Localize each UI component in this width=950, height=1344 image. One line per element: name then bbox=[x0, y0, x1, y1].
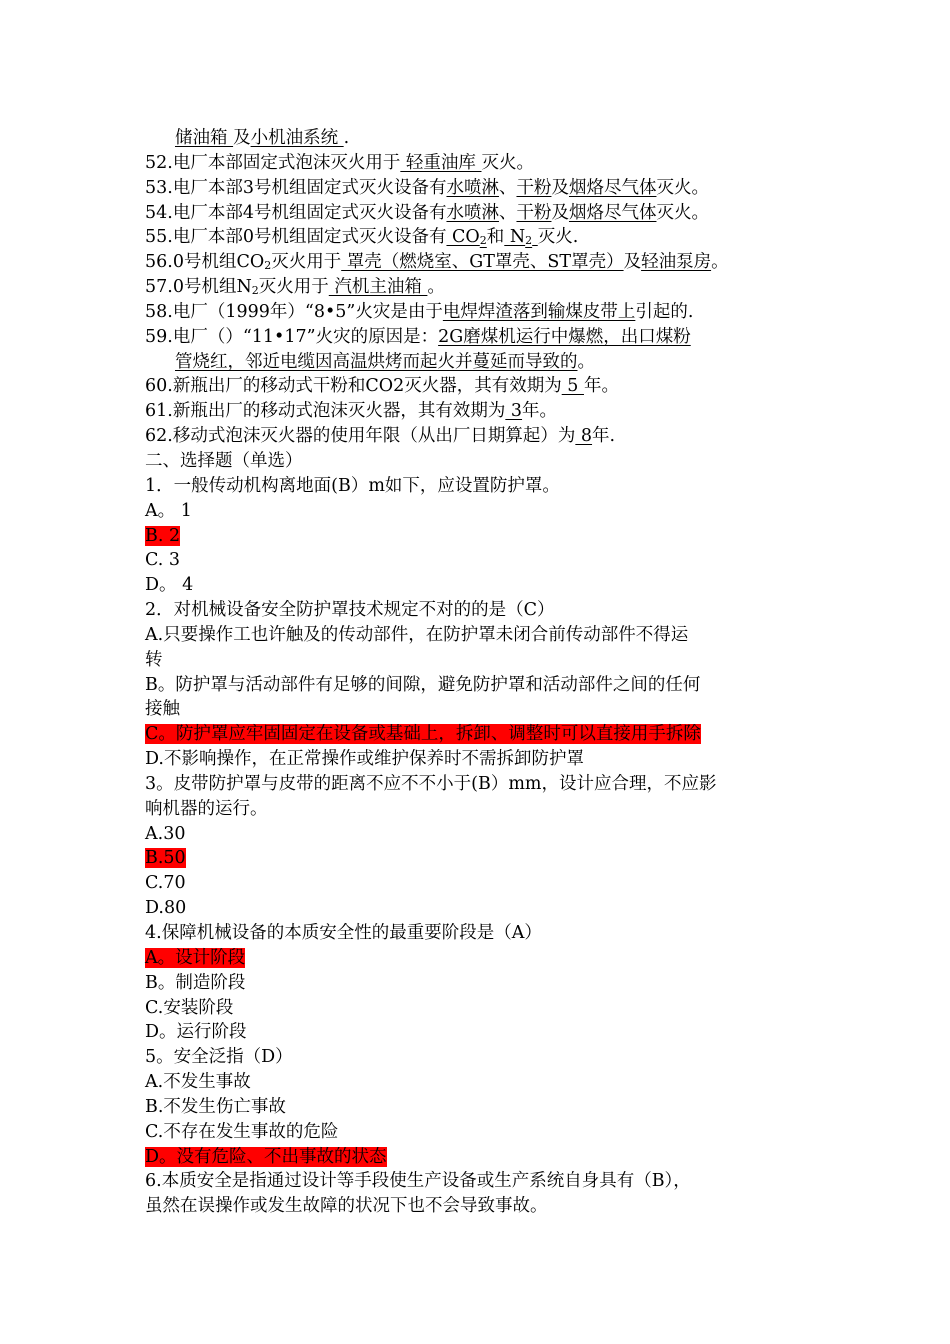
text-segment: 3。皮带防护罩与皮带的距离不应不不小于(B）mm，设计应合理，不应影 bbox=[145, 773, 717, 794]
text-line bbox=[145, 822, 825, 847]
text-segment: 59.电厂（）“11•17”火灾的原因是： bbox=[145, 326, 439, 347]
underlined-answer: 2G磨煤机运行中爆燃，出口煤粉 bbox=[438, 326, 691, 347]
text-line bbox=[145, 424, 825, 449]
text-segment: D.不影响操作，在正常操作或维护保养时不需拆卸防护罩 bbox=[145, 749, 584, 770]
text-line bbox=[145, 275, 825, 300]
text-line bbox=[145, 747, 825, 772]
text-line bbox=[145, 449, 825, 474]
text-segment: C.安装阶段 bbox=[145, 997, 234, 1018]
text-line bbox=[145, 598, 825, 623]
text-line bbox=[145, 176, 825, 201]
highlighted-answer: B. 2 bbox=[145, 525, 181, 546]
text-line bbox=[145, 623, 825, 648]
text-line bbox=[145, 648, 825, 673]
text-segment: 二、选择题（单选） bbox=[145, 450, 303, 471]
text-segment: 引起的. bbox=[635, 301, 694, 322]
text-segment: 2 bbox=[264, 259, 272, 273]
text-segment: 灭火。 bbox=[656, 177, 709, 198]
text-segment: 60.新瓶出厂的移动式干粉和CO2灭火器，其有效期为 bbox=[145, 376, 562, 397]
underlined-answer: 2 bbox=[479, 234, 487, 248]
text-line bbox=[145, 374, 825, 399]
text-segment: 响机器的运行。 bbox=[145, 798, 268, 819]
underlined-answer: 2 bbox=[525, 234, 533, 248]
text-segment: . bbox=[343, 128, 350, 148]
underlined-answer: 5 bbox=[561, 376, 584, 397]
text-line bbox=[145, 300, 825, 325]
text-segment: 、 bbox=[498, 202, 517, 223]
text-segment: 5。安全泛指（D） bbox=[145, 1047, 293, 1068]
text-segment: 。 bbox=[427, 277, 445, 298]
underlined-answer: 8 bbox=[575, 426, 593, 447]
text-segment: 62.移动式泡沫灭火器的使用年限（从出厂日期算起）为 bbox=[145, 426, 576, 447]
text-line bbox=[145, 548, 825, 573]
text-segment: 及 bbox=[551, 202, 569, 223]
text-line bbox=[145, 474, 825, 499]
text-segment: 灭火。 bbox=[656, 202, 709, 223]
text-line bbox=[145, 871, 825, 896]
text-segment: 及 bbox=[551, 177, 569, 198]
text-segment: A。 1 bbox=[145, 500, 192, 521]
text-segment: 灭火。 bbox=[481, 152, 534, 173]
text-segment: 54.电厂本部4号机组固定式灭火设备有 bbox=[145, 202, 447, 223]
highlighted-answer: D。没有危险、不出事故的状态 bbox=[145, 1146, 387, 1167]
highlighted-answer: B.50 bbox=[145, 848, 186, 869]
text-line bbox=[145, 573, 825, 598]
text-segment: 灭火用于 bbox=[258, 277, 329, 298]
text-segment: 2 bbox=[251, 284, 259, 298]
text-segment: B。制造阶段 bbox=[145, 972, 246, 993]
text-line bbox=[145, 673, 825, 698]
highlighted-answer: A。设计阶段 bbox=[145, 947, 246, 968]
text-line bbox=[145, 1095, 825, 1120]
text-segment: 1．一般传动机构离地面(B）m如下，应设置防护罩。 bbox=[145, 475, 560, 496]
highlighted-answer: C。防护罩应牢固固定在设备或基础上，拆卸、调整时可以直接用手拆除 bbox=[145, 724, 701, 745]
text-segment: C.70 bbox=[145, 873, 186, 894]
text-line bbox=[145, 1145, 825, 1170]
text-segment: 6.本质安全是指通过设计等手段使生产设备或生产系统自身具有（B）， bbox=[145, 1171, 691, 1192]
text-segment: 61.新瓶出厂的移动式泡沫灭火器，其有效期为 bbox=[145, 401, 506, 422]
text-segment: 及 bbox=[623, 252, 642, 273]
text-segment: 55.电厂本部0号机组固定式灭火设备有 bbox=[145, 227, 447, 248]
text-line bbox=[145, 722, 825, 747]
text-line bbox=[145, 399, 825, 424]
text-segment: D。 4 bbox=[145, 575, 194, 596]
text-line bbox=[145, 1045, 825, 1070]
text-line bbox=[145, 325, 825, 350]
underlined-answer: 管烧红，邻近电缆因高温烘烤而起火并蔓延而导致的 bbox=[175, 351, 578, 372]
text-segment: 。 bbox=[711, 252, 729, 273]
text-line bbox=[145, 151, 825, 176]
text-line bbox=[145, 772, 825, 797]
text-line bbox=[145, 697, 825, 722]
text-line bbox=[145, 250, 825, 275]
text-segment: 52.电厂本部固定式泡沫灭火用于 bbox=[145, 152, 401, 173]
text-line bbox=[145, 1120, 825, 1145]
text-line bbox=[145, 1169, 825, 1194]
text-segment: 年。 bbox=[583, 376, 619, 397]
text-line bbox=[145, 996, 825, 1021]
underlined-answer: 储油箱 bbox=[175, 128, 234, 148]
text-line bbox=[145, 201, 825, 226]
document-body bbox=[145, 126, 825, 1219]
underlined-answer: 干粉 bbox=[516, 202, 552, 223]
text-line bbox=[145, 524, 825, 549]
text-segment: 4.保障机械设备的本质安全性的最重要阶段是（A） bbox=[145, 923, 542, 943]
text-segment: 、 bbox=[498, 177, 517, 198]
text-line bbox=[145, 499, 825, 524]
text-segment: 57.0号机组N bbox=[145, 277, 252, 298]
text-segment: A.只要操作工也许触及的传动部件，在防护罩未闭合前传动部件不得运 bbox=[145, 624, 689, 645]
text-line bbox=[145, 797, 825, 822]
text-segment: 转 bbox=[145, 649, 163, 670]
underlined-answer: 电焊焊渣落到输煤皮带上 bbox=[442, 301, 636, 322]
text-segment: 接触 bbox=[145, 699, 180, 720]
text-segment: 53.电厂本部3号机组固定式灭火设备有 bbox=[145, 177, 447, 198]
text-segment: C. 3 bbox=[145, 550, 181, 571]
underlined-answer: 小机油系统 bbox=[250, 128, 344, 148]
text-line bbox=[145, 971, 825, 996]
text-segment: D。运行阶段 bbox=[145, 1022, 247, 1043]
text-segment: B。防护罩与活动部件有足够的间隙，避免防护罩和活动部件之间的任何 bbox=[145, 674, 701, 695]
text-segment: C.不存在发生事故的危险 bbox=[145, 1121, 339, 1142]
text-segment: 和 bbox=[486, 227, 505, 248]
text-line bbox=[145, 946, 825, 971]
text-segment: A.不发生事故 bbox=[145, 1072, 251, 1093]
text-segment: 年。 bbox=[522, 401, 558, 422]
text-line bbox=[145, 1070, 825, 1095]
text-segment: 。 bbox=[577, 351, 595, 372]
underlined-answer: 水喷淋 bbox=[446, 202, 499, 223]
underlined-answer: 3 bbox=[505, 401, 523, 422]
text-line bbox=[145, 126, 825, 151]
underlined-answer: N bbox=[504, 227, 526, 248]
underlined-answer: 干粉 bbox=[516, 177, 552, 198]
text-line bbox=[145, 846, 825, 871]
text-line bbox=[145, 225, 825, 250]
text-line bbox=[145, 1020, 825, 1045]
underlined-answer: 汽机主油箱 bbox=[328, 277, 428, 298]
underlined-answer: 水喷淋 bbox=[446, 177, 499, 198]
text-line bbox=[145, 350, 825, 375]
text-segment: A.30 bbox=[145, 823, 186, 844]
text-segment: 灭火. bbox=[537, 227, 579, 248]
text-segment: 58.电厂（1999年）“8•5”火灾是由于 bbox=[145, 301, 443, 322]
underlined-answer: CO bbox=[446, 227, 480, 248]
text-segment: 灭火用于 bbox=[271, 252, 342, 273]
underlined-answer: 罩壳（燃烧室、GT罩壳、ST罩壳） bbox=[341, 252, 624, 273]
text-segment: 虽然在误操作或发生故障的状况下也不会导致事故。 bbox=[145, 1196, 548, 1217]
text-segment: B.不发生伤亡事故 bbox=[145, 1096, 286, 1117]
underlined-answer: 轻重油库 bbox=[400, 152, 482, 173]
underlined-answer: 烟烙尽气体 bbox=[568, 202, 657, 223]
text-segment: 56.0号机组CO bbox=[145, 252, 265, 273]
text-segment: 及 bbox=[233, 128, 251, 148]
text-line bbox=[145, 1194, 825, 1219]
text-segment: 2．对机械设备安全防护罩技术规定不对的的是（C） bbox=[145, 600, 555, 621]
text-segment: 年. bbox=[592, 426, 616, 447]
underlined-answer: 轻油泵房 bbox=[641, 252, 712, 273]
text-line bbox=[145, 921, 825, 946]
underlined-answer: 烟烙尽气体 bbox=[568, 177, 657, 198]
text-segment: D.80 bbox=[145, 898, 187, 919]
text-line bbox=[145, 896, 825, 921]
